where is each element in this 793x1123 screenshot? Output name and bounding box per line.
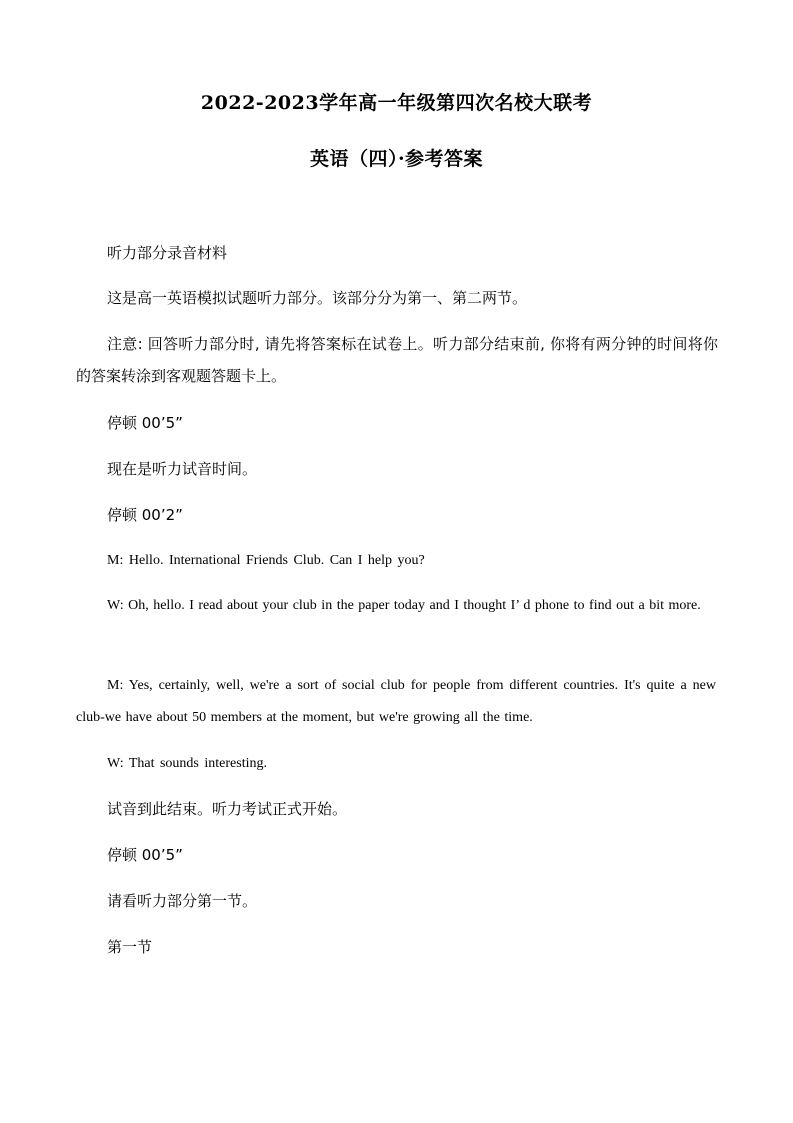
section-heading: 听力部分录音材料 [107, 244, 228, 262]
pause-marker: 停顿 00’5” [107, 414, 183, 432]
paragraph-test-end: 试音到此结束。听力考试正式开始。 [107, 800, 348, 818]
pause-marker: 停顿 00’5” [107, 846, 183, 864]
dialogue-line: M: Yes, certainly, well, we're a sort of social club for people from different countries. It's quite a new club-we have about 50 members at the moment, but we're growing all the time. [76, 678, 716, 725]
paragraph-test-start: 现在是听力试音时间。 [107, 460, 258, 478]
dialogue-line: W: That sounds interesting. [107, 756, 267, 771]
document-title: 2022-2023学年高一年级第四次名校大联考 [200, 92, 593, 114]
dialogue-line: W: Oh, hello. I read about your club in the paper today and I thought I’ d phone to find out a bit more. [107, 598, 701, 613]
dialogue-line: M: Hello. International Friends Club. Can I help you? [107, 553, 425, 568]
section-one-heading: 第一节 [107, 938, 153, 956]
pause-marker: 停顿 00’2” [107, 506, 183, 524]
paragraph-intro: 这是高一英语模拟试题听力部分。该部分分为第一、第二两节。 [107, 289, 528, 307]
document-subtitle: 英语（四）·参考答案 [309, 148, 484, 170]
paragraph-notice: 注意: 回答听力部分时, 请先将答案标在试卷上。听力部分结束前, 你将有两分钟的时间将你的答案转涂到客观题答题卡上。 [76, 335, 718, 385]
paragraph-section-one-instruction: 请看听力部分第一节。 [107, 892, 258, 910]
